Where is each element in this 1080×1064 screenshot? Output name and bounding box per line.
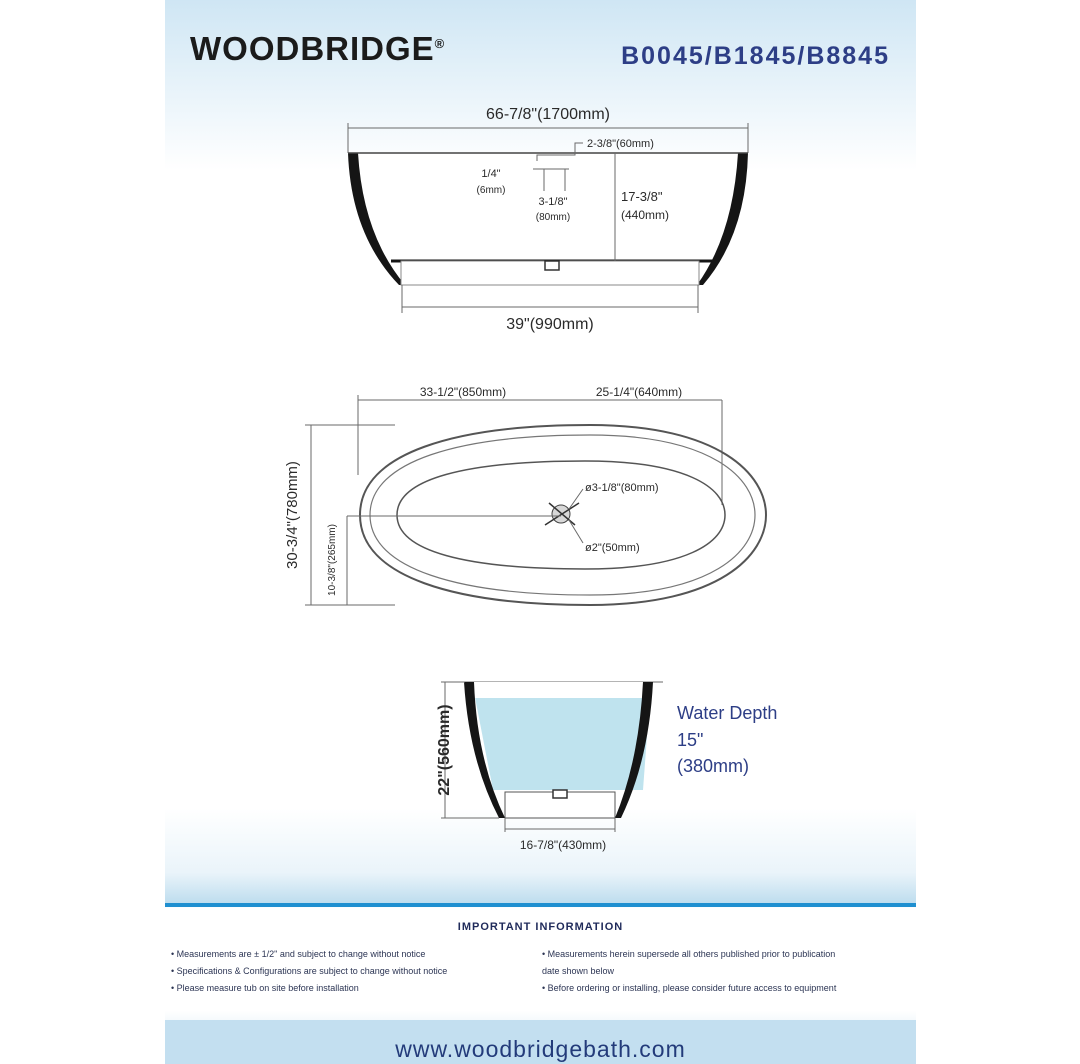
website-link[interactable]: www.woodbridgebath.com <box>395 1036 686 1062</box>
model-numbers: B0045/B1845/B8845 <box>621 42 890 70</box>
spec-sheet <box>165 0 916 1064</box>
brand-logo: WOODBRIDGE® <box>190 30 446 67</box>
info-note: • Before ordering or installing, please consider future access to equipment <box>542 983 837 993</box>
drain-depth-mm-label: (80mm) <box>535 212 571 223</box>
half-width-label: 10-3/8"(265mm) <box>327 524 338 596</box>
info-title: IMPORTANT INFORMATION <box>457 921 624 933</box>
side-view-diagram <box>165 95 916 345</box>
info-divider <box>165 903 916 907</box>
info-note: • Please measure tub on site before installation <box>171 983 359 993</box>
height-label: 17-3/8" <box>621 189 663 204</box>
base-length-label: 39"(990mm) <box>506 316 594 333</box>
info-note: date shown below <box>542 966 615 976</box>
length-left-label: 33-1/2"(850mm) <box>419 385 507 399</box>
info-note: • Measurements herein supersede all others published prior to publication <box>542 949 836 959</box>
overall-length-label: 66-7/8"(1700mm) <box>486 106 610 123</box>
end-height-label: 22"(560mm) <box>436 704 453 796</box>
length-right-label: 25-1/4"(640mm) <box>595 385 683 399</box>
drain-upper-label: ø3-1/8"(80mm) <box>585 482 659 494</box>
info-right-column <box>542 946 916 997</box>
top-view-diagram <box>165 375 916 625</box>
water-depth-inch-label: 15" <box>677 730 704 750</box>
info-left-column <box>171 946 521 997</box>
height-mm-label: (440mm) <box>621 208 670 222</box>
info-note: • Specifications & Configurations are subject to change without notice <box>171 966 448 976</box>
water-depth-label: Water Depth <box>677 703 778 723</box>
drain-offset-label: 2-3/8"(60mm) <box>587 138 654 150</box>
overall-width-label: 30-3/4"(780mm) <box>284 461 301 569</box>
water-depth-mm-label: (380mm) <box>677 756 750 776</box>
drain-depth-label: 3-1/8" <box>538 196 568 208</box>
info-note: • Measurements are ± 1/2" and subject to change without notice <box>171 949 426 959</box>
end-view-diagram <box>165 670 916 860</box>
drain-lower-label: ø2"(50mm) <box>585 542 640 554</box>
end-base-width-label: 16-7/8"(430mm) <box>519 838 607 852</box>
wall-thickness-label: 1/4" <box>481 168 501 180</box>
wall-thickness-mm-label: (6mm) <box>476 185 506 196</box>
